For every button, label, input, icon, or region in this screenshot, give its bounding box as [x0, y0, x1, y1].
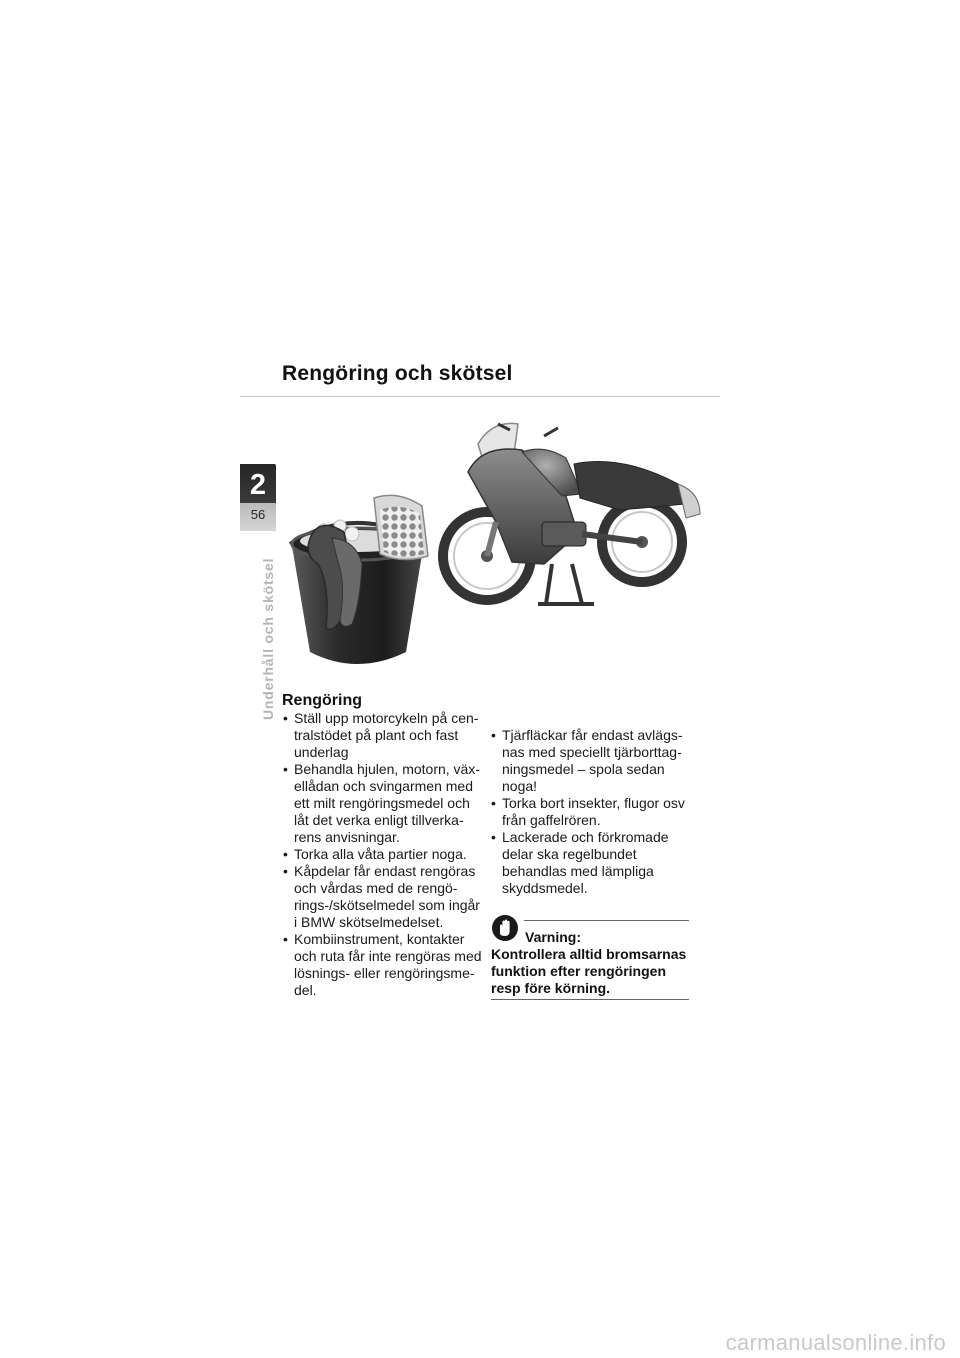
chapter-tab — [240, 464, 276, 531]
section-side-label: Underhåll och skötsel — [260, 557, 276, 720]
list-item: • Behandla hjulen, motorn, väx-ellådan och svingarmen med ett milt rengöringsmedel och låt det verka enligt tillverka-rens anvisningar. — [283, 761, 483, 846]
list-item: • Torka bort insekter, flugor osv från gaffelrören. — [491, 795, 696, 829]
warning-title: Varning: — [525, 929, 582, 945]
warning-top-rule — [524, 920, 689, 921]
bucket-with-sponge-and-cloth-icon — [290, 495, 428, 664]
list-item: • Lackerade och förkromade delar ska regelbundet behandlas med lämpliga skyddsmedel. — [491, 829, 696, 897]
page-title: Rengöring och skötsel — [282, 362, 513, 385]
warning-text: Kontrollera alltid bromsarnas funktion efter rengöringen resp före körning. — [491, 946, 687, 996]
list-item: • Kåpdelar får endast rengöras och vårdas med de rengö-rings-/skötselmedel som ingår i BMW skötselmedelset. — [283, 863, 483, 931]
cleaning-instructions-column-1 — [283, 710, 483, 999]
cleaning-instructions-column-2 — [491, 727, 696, 897]
list-item: • Kombiinstrument, kontakter och ruta får inte rengöras med lösnings- eller rengöringsme-del. — [283, 931, 483, 999]
warning-bottom-rule — [491, 999, 689, 1000]
list-item: • Torka alla våta partier noga. — [283, 846, 483, 863]
page-number: 56 — [250, 507, 266, 522]
motorcycle-on-centre-stand-icon — [443, 423, 700, 604]
watermark: carmanualsonline.info — [725, 1330, 946, 1355]
section-heading: Rengöring — [282, 692, 362, 709]
cleaning-illustration — [282, 414, 714, 680]
title-divider — [240, 396, 720, 397]
chapter-number: 2 — [249, 469, 267, 501]
list-item: • Tjärfläckar får endast avlägs-nas med speciellt tjärborttag-ningsmedel – spola sedan noga! — [491, 727, 696, 795]
stop-hand-icon — [491, 914, 519, 942]
list-item: • Ställ upp motorcykeln på cen-tralstödet på plant och fast underlag — [283, 710, 483, 761]
